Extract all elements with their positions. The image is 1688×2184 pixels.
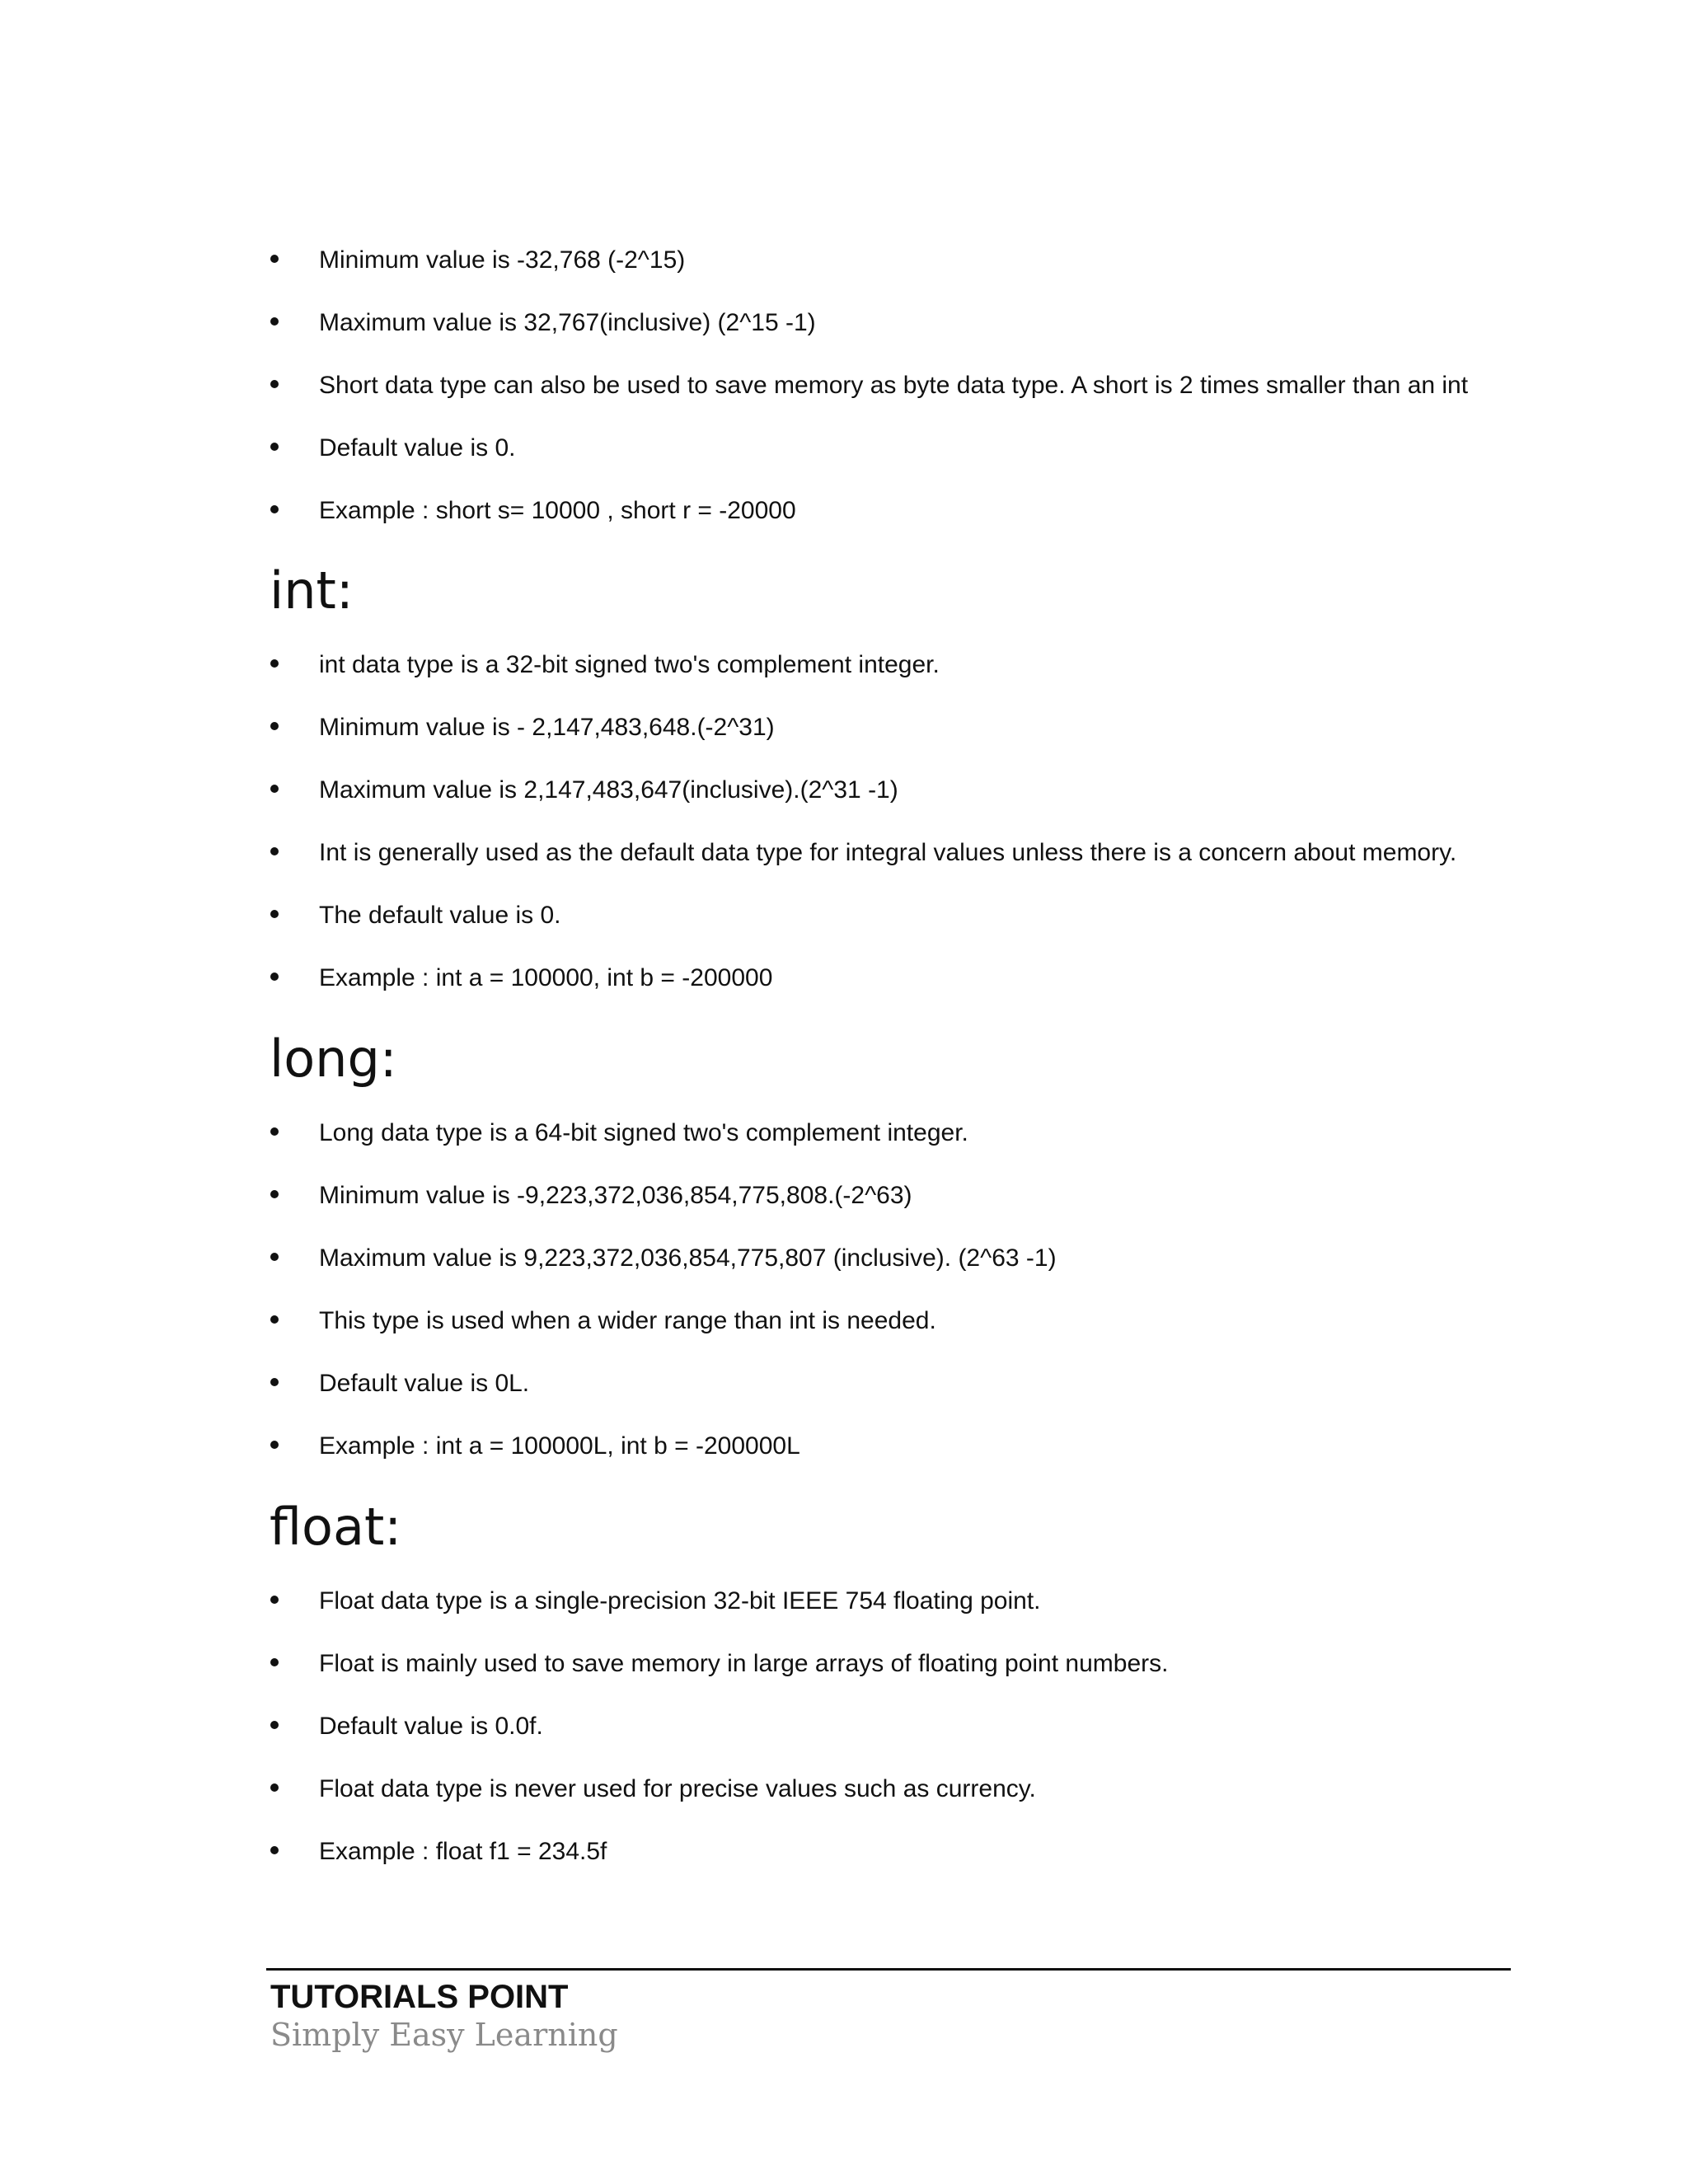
bullet-icon bbox=[270, 1352, 295, 1415]
bullet-icon bbox=[270, 417, 295, 480]
list-item: Maximum value is 2,147,483,647(inclusive).(2^31 -1) bbox=[0, 759, 1688, 822]
list-item: Default value is 0L. bbox=[0, 1352, 1688, 1415]
bullet-icon bbox=[270, 947, 295, 1010]
list-item: Minimum value is -32,768 (-2^15) bbox=[0, 229, 1688, 292]
list-item: Minimum value is - 2,147,483,648.(-2^31) bbox=[0, 696, 1688, 759]
footer-tagline: Simply Easy Learning bbox=[270, 2017, 618, 2053]
list-item: Maximum value is 9,223,372,036,854,775,807 (inclusive). (2^63 -1) bbox=[0, 1227, 1688, 1290]
list-item: Example : int a = 100000L, int b = -200000L bbox=[0, 1415, 1688, 1478]
list-item: int data type is a 32-bit signed two's complement integer. bbox=[0, 634, 1688, 696]
bullet-icon bbox=[270, 634, 295, 696]
list-item: Default value is 0. bbox=[0, 417, 1688, 480]
list-item: This type is used when a wider range than int is needed. bbox=[0, 1290, 1688, 1352]
list-item: Maximum value is 32,767(inclusive) (2^15 -1) bbox=[0, 292, 1688, 354]
int-heading: int: bbox=[270, 560, 354, 621]
list-item: Float data type is a single-precision 32-bit IEEE 754 floating point. bbox=[0, 1570, 1688, 1633]
long-heading: long: bbox=[270, 1029, 397, 1089]
short-section-list bbox=[0, 229, 1688, 542]
list-item: Int is generally used as the default data type for integral values unless there is a concern about memory. bbox=[0, 822, 1688, 884]
bullet-icon bbox=[270, 759, 295, 822]
bullet-icon bbox=[270, 229, 295, 292]
footer-brand: TUTORIALS POINT bbox=[270, 1979, 569, 2015]
bullet-icon bbox=[270, 822, 295, 884]
bullet-icon bbox=[270, 354, 295, 417]
int-section-list bbox=[0, 634, 1688, 1010]
list-item: Float is mainly used to save memory in large arrays of floating point numbers. bbox=[0, 1633, 1688, 1695]
list-item: Example : int a = 100000, int b = -200000 bbox=[0, 947, 1688, 1010]
list-item: Long data type is a 64-bit signed two's complement integer. bbox=[0, 1102, 1688, 1165]
float-heading: float: bbox=[270, 1497, 402, 1557]
bullet-icon bbox=[270, 884, 295, 947]
list-item: Short data type can also be used to save memory as byte data type. A short is 2 times smaller than an int bbox=[0, 354, 1688, 417]
long-section-list bbox=[0, 1102, 1688, 1478]
bullet-icon bbox=[270, 1415, 295, 1478]
list-item: The default value is 0. bbox=[0, 884, 1688, 947]
bullet-icon bbox=[270, 1695, 295, 1758]
list-item: Minimum value is -9,223,372,036,854,775,808.(-2^63) bbox=[0, 1165, 1688, 1227]
list-item: Example : float f1 = 234.5f bbox=[0, 1821, 1688, 1883]
bullet-icon bbox=[270, 696, 295, 759]
bullet-icon bbox=[270, 292, 295, 354]
bullet-icon bbox=[270, 1633, 295, 1695]
bullet-icon bbox=[270, 1821, 295, 1883]
bullet-icon bbox=[270, 480, 295, 542]
footer-divider bbox=[266, 1968, 1511, 1971]
float-section-list bbox=[0, 1570, 1688, 1883]
bullet-icon bbox=[270, 1290, 295, 1352]
bullet-icon bbox=[270, 1227, 295, 1290]
list-item: Float data type is never used for precise values such as currency. bbox=[0, 1758, 1688, 1821]
bullet-icon bbox=[270, 1102, 295, 1165]
bullet-icon bbox=[270, 1758, 295, 1821]
bullet-icon bbox=[270, 1165, 295, 1227]
list-item: Default value is 0.0f. bbox=[0, 1695, 1688, 1758]
bullet-icon bbox=[270, 1570, 295, 1633]
list-item: Example : short s= 10000 , short r = -20000 bbox=[0, 480, 1688, 542]
